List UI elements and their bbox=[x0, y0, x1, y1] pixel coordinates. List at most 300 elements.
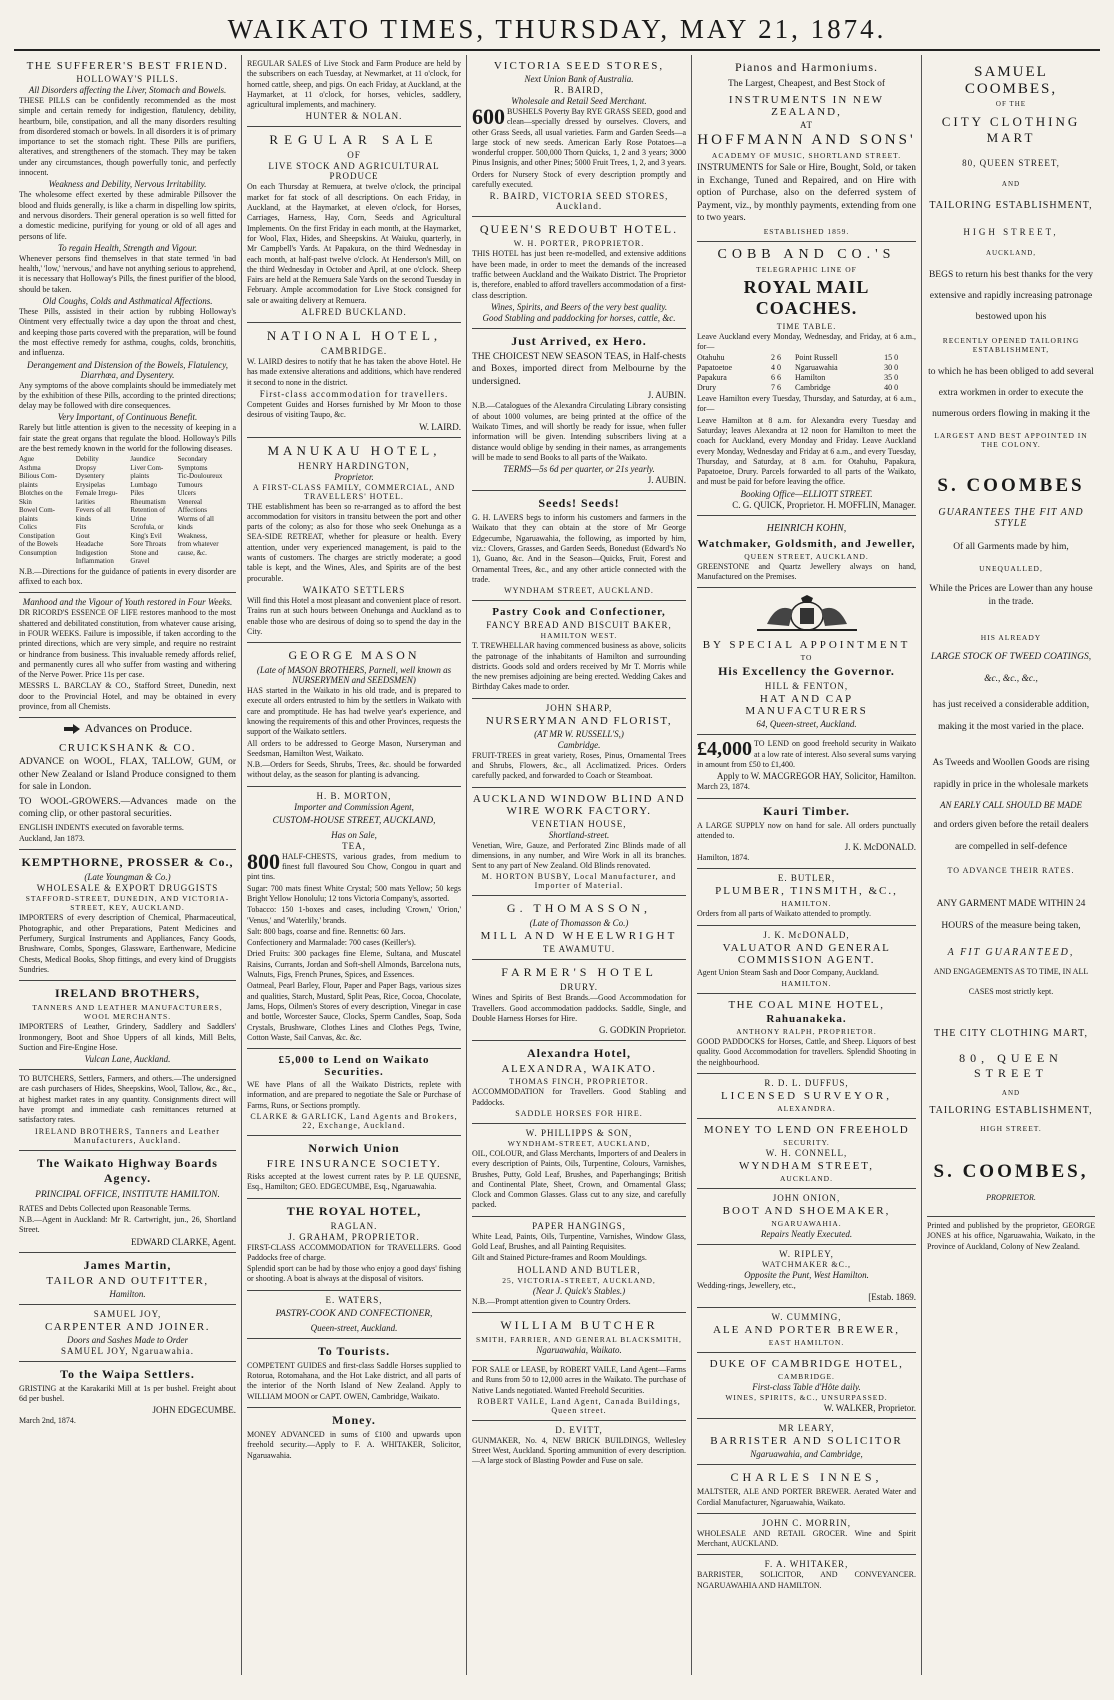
arrived-body: THE CHOICEST NEW SEASON TEAS, in Half-chests and Boxes, imported direct from Melbourne by the undersigned. bbox=[472, 351, 687, 387]
sharp-ad bbox=[472, 699, 686, 788]
column-2 bbox=[242, 55, 467, 1675]
money-lend-sub: SECURITY. bbox=[783, 1137, 830, 1147]
disease-row bbox=[19, 557, 236, 566]
kohn-body: GREENSTONE and Quartz Jewellery always on hand, Manufactured on the Premises. bbox=[697, 561, 916, 582]
royal-coat-of-arms-icon bbox=[747, 594, 867, 636]
disease-cell: Ague bbox=[19, 455, 35, 464]
pastry-ad bbox=[472, 601, 686, 698]
holloway-body-6: Rarely but little attention is given to the necessity of keeping in a fair state the great organs that regulate the blood. Holloway's Pills are the best remedy known in the world for the following diseases. bbox=[19, 423, 236, 454]
special-governor: His Excellency the Governor. bbox=[718, 664, 895, 679]
disease-cell: Headache bbox=[75, 540, 104, 549]
disease-cell: Asthma bbox=[19, 463, 41, 472]
morton-conf: Confectionery and Marmalade: 700 cases (Keiller's). bbox=[247, 938, 416, 948]
disease-cell: Dropsy bbox=[75, 463, 97, 472]
ripley-sub: WATCHMAKER &C., bbox=[761, 1259, 851, 1269]
disease-cell: Blotches on the bbox=[19, 489, 63, 498]
column-1 bbox=[14, 55, 242, 1675]
disease-cell: Symptoms bbox=[177, 463, 208, 472]
manukau-title: MANUKAU HOTEL, bbox=[267, 442, 441, 458]
waipa-body: GRISTING at the Karakariki Mill at 1s per bushel. Freight about 6d per bushel. bbox=[19, 1383, 236, 1403]
cobb-sign: C. G. QUICK, Proprietor. H. MOFFLIN, Manager. bbox=[732, 499, 916, 510]
holloway-body: THESE PILLS can be confidently recommended as the most simple and certain remedy for indigestion, flatulency, debility, heartburn, bile, constipation, and all the many disorders resulting from disordered stomach or bowels. In all disorders it is of primary importance to set the stomach right. These Pills are purifiers, alteratives, and strengtheners of the stomach. They may be taken under any circumstances, though powerfully tonic, and perfectly innocent. bbox=[19, 96, 236, 178]
holloway-nb: N.B.—Directions for the guidance of patients in every disorder are affixed to each box. bbox=[19, 566, 236, 587]
waters-ad bbox=[247, 1291, 461, 1339]
holland-addr: 25, VICTORIA-STREET, AUCKLAND, bbox=[502, 1275, 656, 1285]
disease-cell: Jaundice bbox=[130, 455, 155, 464]
farmers-body: Wines and Spirits of Best Brands.—Good Accommodation for Travellers. Good accommodation paddocks. Saddle, Single, and Double Harness Horses for Hire. bbox=[472, 993, 686, 1024]
settlers-title: WAIKATO SETTLERS bbox=[302, 584, 406, 595]
onion-ad bbox=[697, 1189, 916, 1245]
morton-salt: Salt: 800 bags, coarse and fine. Rennetts: 60 Jars. bbox=[247, 926, 406, 936]
joy-sub: CARPENTER AND JOINER. bbox=[44, 1320, 211, 1333]
national-sign: W. LAIRD. bbox=[419, 421, 461, 432]
paper-title: PAPER HANGINGS, bbox=[532, 1220, 626, 1231]
phillipps-ad bbox=[472, 1124, 686, 1217]
norwich-title: Norwich Union bbox=[308, 1141, 400, 1155]
duffus-sub: LICENSED SURVEYOR, bbox=[720, 1089, 893, 1102]
kohn-title: HEINRICH KOHN, bbox=[766, 522, 847, 534]
whitaker-ad bbox=[697, 1555, 916, 1596]
disease-cell: Lumbago bbox=[130, 480, 158, 489]
cruickshank-title: CRUICKSHANK & CO. bbox=[58, 742, 197, 755]
regular-body: REGULAR SALES of Live Stock and Farm Produce are held by the subscribers on each Tuesday, at Newmarket, at 11 o'clock, for horned cattle, sheep, and pigs. On each Friday, at Auckland, at the Haymarket, at 11 o'clock, for horses, vehicles, saddlery, agricultural implements, and machinery. bbox=[247, 59, 461, 110]
duke-place: CAMBRIDGE. bbox=[778, 1372, 835, 1382]
mcdonald-ad bbox=[697, 926, 916, 994]
coombes-and-2: AND bbox=[1001, 1089, 1021, 1097]
cobb-booking: Booking Office—ELLIOTT STREET. bbox=[740, 488, 873, 499]
column-3 bbox=[467, 55, 692, 1675]
fare-cell: Ngaruawahia bbox=[794, 363, 838, 373]
fare-cell: 40 0 bbox=[884, 383, 899, 393]
manhood-agents: MESSRS L. BARCLAY & CO., Stafford Street, Dunedin, next door to the Provincial Hotel, and may be obtained in every province, from all Chemists. bbox=[19, 681, 236, 712]
coombes-big-name-2: S. COOMBES, bbox=[933, 1161, 1089, 1182]
morton-has: Has on Sale, bbox=[331, 829, 377, 840]
hill-addr: 64, Queen-street, Auckland. bbox=[756, 719, 857, 730]
disease-cell: cause, &c. bbox=[177, 548, 207, 557]
joy-ad bbox=[19, 1305, 236, 1362]
duffus-title: R. D. L. DUFFUS, bbox=[764, 1077, 849, 1088]
coombes-high-2: HIGH STREET. bbox=[980, 1124, 1042, 1133]
disease-cell: kinds bbox=[177, 523, 193, 532]
column-5 bbox=[922, 55, 1100, 1675]
morton-tea: TEA, bbox=[342, 840, 366, 851]
royal-prop: J. GRAHAM, PROPRIETOR. bbox=[288, 1231, 420, 1242]
ripley-ad bbox=[697, 1245, 916, 1308]
disease-cell: Erysipelas bbox=[75, 480, 105, 489]
pastry-place: HAMILTON WEST. bbox=[540, 631, 618, 641]
coombes-auckland: AUCKLAND, bbox=[985, 249, 1037, 257]
coombes-street: 80, QUEEN STREET, bbox=[962, 158, 1060, 168]
cobb-sub: TELEGRAPHIC LINE OF bbox=[756, 264, 857, 274]
blind-venetian: VENETIAN HOUSE, bbox=[531, 818, 627, 829]
cumming-place: EAST HAMILTON. bbox=[768, 1338, 845, 1348]
coombes-advance: TO ADVANCE THEIR RATES. bbox=[947, 866, 1075, 875]
paper-hangings-ad bbox=[472, 1217, 686, 1313]
paper-body: White Lead, Paints, Oils, Turpentine, Varnishes, Window Glass, Gold Leaf, Brushes, and all Painting Requisites. bbox=[472, 1231, 686, 1252]
disease-row bbox=[19, 464, 236, 473]
martin-title: James Martin, bbox=[83, 1257, 172, 1272]
manukau-sub: A FIRST-CLASS FAMILY, COMMERCIAL, AND TRAVELLERS' HOTEL. bbox=[252, 482, 456, 501]
coombes-city-mart: THE CITY CLOTHING MART, bbox=[933, 1028, 1089, 1039]
blind-ad bbox=[472, 788, 686, 897]
disease-row bbox=[19, 489, 236, 498]
ireland-works: Vulcan Lane, Auckland. bbox=[84, 1054, 171, 1065]
fare-row bbox=[697, 353, 916, 363]
onion-repairs: Repairs Neatly Executed. bbox=[760, 1228, 853, 1239]
fares-table bbox=[697, 353, 916, 393]
farmers-place: DRURY. bbox=[559, 982, 599, 993]
money-title: Money. bbox=[332, 1412, 376, 1427]
fare-cell: 15 0 bbox=[884, 353, 899, 363]
disease-cell: Worms of all bbox=[177, 514, 214, 523]
thomasson-mill: MILL AND WHEELWRIGHT bbox=[480, 930, 678, 943]
coombes-proprietor: PROPRIETOR. bbox=[986, 1193, 1036, 1202]
cruickshank-date: Auckland, Jan 1873. bbox=[19, 834, 85, 844]
morton-dried: Dried Fruits: 300 packages fine Eleme, Sultana, and Muscatel Raisins, Currants, Jordan and Soft-shell Almonds, Barcelona nuts, Walnuts, Figs, French Prunes, Spices, and Essences. bbox=[247, 949, 461, 980]
disease-cell: Female Irregu- bbox=[75, 489, 118, 498]
victoria-sub: Next Union Bank of Australia. bbox=[524, 74, 634, 84]
evitt-body: GUNMAKER, No. 4, NEW BRICK BUILDINGS, Wellesley Street West, Auckland. Sporting ammunition of every description.—A large stock of Blasting Powder and Fuse on sale. bbox=[472, 1435, 686, 1466]
fare-cell: Otahuhu bbox=[697, 353, 725, 363]
cobb-leave: Leave Auckland every Monday, Wednesday, and Friday, at 6 a.m., for— bbox=[697, 331, 916, 351]
fare-cell: Drury bbox=[697, 383, 717, 393]
disease-cell: Ulcers bbox=[177, 489, 196, 498]
hunter-nolan-ad bbox=[247, 55, 461, 127]
coombes-any-garment: ANY GARMENT MADE WITHIN 24 HOURS of the measure being taken, bbox=[936, 899, 1086, 931]
kauri-body: A LARGE SUPPLY now on hand for sale. All orders punctually attended to. bbox=[697, 820, 916, 840]
disease-cell: Fits bbox=[75, 523, 87, 532]
disease-cell: Venereal bbox=[177, 497, 203, 506]
royal-body-2: Splendid sport can be had by those who enjoy a good days' fishing or shooting. A boat is always at the disposal of visitors. bbox=[247, 1264, 461, 1284]
ireland-title: IRELAND BROTHERS, bbox=[54, 986, 201, 1001]
morrin-body: WHOLESALE AND RETAIL GROCER. Wine and Spirit Merchant, AUCKLAND. bbox=[697, 1528, 916, 1549]
butler-title: E. BUTLER, bbox=[777, 873, 836, 884]
arrived-terms: TERMS—5s 6d per quarter, or 21s yearly. bbox=[503, 464, 655, 475]
coombes-and: AND bbox=[1001, 180, 1021, 188]
pianos-name: HOFFMANN AND SONS' bbox=[697, 132, 916, 148]
disease-cell: of the Bowels bbox=[19, 540, 58, 549]
alexandra-prop: THOMAS FINCH, PROPRIETOR. bbox=[509, 1077, 649, 1087]
coombes-mart: CITY CLOTHING MART bbox=[941, 114, 1081, 145]
victoria-seed-ad bbox=[472, 55, 686, 217]
cumming-ad bbox=[697, 1308, 916, 1353]
coombes-fit: A FIT GUARANTEED, bbox=[947, 947, 1075, 958]
blind-body: Venetian, Wire, Gauze, and Perforated Zinc Blinds made of all dimensions, in any number, and Wire Work in all its branches. Sent to any part of New Zealand. Old Blinds renovated. bbox=[472, 840, 686, 871]
disease-cell: Piles bbox=[130, 489, 145, 498]
coombes-body-3: has just received a considerable addition, making it the most varied in the place. bbox=[932, 700, 1090, 732]
phillipps-addr: WYNDHAM-STREET, AUCKLAND, bbox=[507, 1138, 651, 1148]
ireland-ad bbox=[19, 981, 236, 1070]
disease-cell: kinds bbox=[75, 514, 91, 523]
sharp-at: (AT MR W. RUSSELL'S,) bbox=[534, 728, 624, 739]
hill-sub: HAT AND CAP MANUFACTURERS bbox=[745, 693, 868, 718]
disease-cell: Rheumatism bbox=[130, 497, 166, 506]
ripley-addr: Opposite the Punt, West Hamilton. bbox=[744, 1269, 869, 1280]
columns bbox=[14, 55, 1100, 1675]
kohn-ad bbox=[697, 516, 916, 589]
victoria-line: Wholesale and Retail Seed Merchant. bbox=[511, 96, 647, 106]
holloway-regain: To regain Health, Strength and Vigour. bbox=[57, 242, 198, 253]
leary-ad bbox=[697, 1419, 916, 1465]
mason-body: HAS started in the Waikato in his old trade, and is prepared to execute all orders entrusted to him by the settlers in Waikato with care and promptitude. He has had twelve year's experience, and knowing the requirements of this and other Provinces, requests the support of the Waikato settlers. bbox=[247, 686, 461, 737]
butler-ad bbox=[697, 869, 916, 925]
fare-row bbox=[697, 373, 916, 383]
coombes-unequalled: UNEQUALLED, bbox=[979, 564, 1043, 573]
disease-row bbox=[19, 506, 236, 515]
disease-cell: Consumption bbox=[19, 548, 57, 557]
mason-sub: (Late of MASON BROTHERS, Parnell, well known as NURSERYMEN and SEEDSMEN) bbox=[256, 665, 452, 686]
fare-row bbox=[697, 363, 916, 373]
manukau-prop: HENRY HARDINGTON, bbox=[298, 460, 410, 471]
morton-oatmeal: Oatmeal, Pearl Barley, Flour, Paper and Paper Bags, various sizes and qualities, Starch, Mustard, Split Peas, Rice, Cocoa, Chocolate, Jams, Hops, Oilmen's Stores of every description, Vinegar in case and bottle, Worcester Sauce, Clocks, Sperm Candles, Soap, Soda Crystals, Brushware, Clothes Lines and Clothes Pegs, Twine, Cotton Waste, Sail Canvas, &c. &c. bbox=[247, 981, 461, 1042]
joy-title: SAMUEL JOY, bbox=[93, 1308, 162, 1319]
fare-cell: 35 0 bbox=[884, 373, 899, 383]
coombes-body-1: BEGS to return his best thanks for the very extensive and rapidly increasing patronage bestowed upon his bbox=[928, 270, 1094, 322]
tourists-ad bbox=[247, 1339, 461, 1408]
vaile-body: FOR SALE or LEASE, by ROBERT VAILE, Land Agent—Farms and Runs from 50 to 12,000 acres in the Waikato. The purchase of Native Lands negotiated. Wanted Freehold Securities. bbox=[472, 1364, 686, 1395]
morton-place: CUSTOM-HOUSE STREET, AUCKLAND, bbox=[272, 815, 436, 826]
martin-place: Hamilton. bbox=[109, 1288, 146, 1299]
cobb-ad bbox=[697, 242, 916, 516]
pianos-sub: The Largest, Cheapest, and Best Stock of bbox=[727, 79, 886, 89]
mason-ad bbox=[247, 643, 461, 787]
norwich-sub: FIRE INSURANCE SOCIETY. bbox=[266, 1158, 442, 1170]
cobb-main: ROYAL MAIL COACHES. bbox=[743, 276, 870, 318]
pianos-est: ESTABLISHED 1859. bbox=[763, 226, 850, 236]
holloway-body-4: These Pills, assisted in their action by rubbing Holloway's Ointment very effectually twice a day upon the throat and chest, and keeping those parts covered with the preparation, will be found the most effective remedy for asthma, coughs, colds, bronchitis, and influenza. bbox=[19, 307, 236, 358]
joy-sign: SAMUEL JOY, Ngaruawahia. bbox=[61, 1345, 194, 1356]
duke-body: First-class Table d'Hôte daily. bbox=[752, 1382, 861, 1393]
butchers-ad bbox=[19, 1070, 236, 1150]
regular-sign: HUNTER & NOLAN. bbox=[305, 111, 403, 122]
fare-cell: 4 0 bbox=[771, 363, 782, 373]
coombes-queen-st: 80, QUEEN STREET bbox=[959, 1051, 1063, 1080]
masthead: WAIKATO TIMES, THURSDAY, MAY 21, 1874. bbox=[14, 14, 1100, 51]
highway-ad bbox=[19, 1151, 236, 1253]
tourists-title: To Tourists. bbox=[317, 1343, 391, 1358]
seeds-addr: WYNDHAM STREET, AUCKLAND. bbox=[504, 586, 654, 596]
ireland-sub: TANNERS AND LEATHER MANUFACTURERS, WOOL MERCHANTS. bbox=[32, 1003, 223, 1022]
redoubt-prop: W. H. PORTER, PROPRIETOR. bbox=[513, 239, 645, 249]
manukau-hotel-ad bbox=[247, 438, 461, 644]
morton-sugar: Sugar: 700 mats finest White Crystal; 500 mats Yellow; 50 kegs Bright Yellow Honolulu; 12 tons Victoria Company's, assorted. bbox=[247, 883, 461, 903]
victoria-600: 600 bbox=[472, 104, 505, 129]
alexandra-title: Alexandra Hotel, bbox=[527, 1046, 631, 1061]
morton-sub: Importer and Commission Agent, bbox=[294, 801, 414, 812]
lend-ad bbox=[697, 735, 916, 798]
kempthorne-line: WHOLESALE & EXPORT DRUGGISTS bbox=[36, 883, 219, 894]
pianos-academy: ACADEMY OF MUSIC, SHORTLAND STREET. bbox=[711, 151, 902, 160]
victoria-baird: R. BAIRD, bbox=[554, 85, 604, 95]
leary-sub: BARRISTER AND SOLICITOR bbox=[710, 1435, 903, 1448]
regular-sale-sub: LIVE STOCK AND AGRICULTURAL PRODUCE bbox=[268, 161, 440, 182]
holloway-important: Very Important, of Continuous Benefit. bbox=[57, 412, 198, 423]
coombes-early-call: AN EARLY CALL SHOULD BE MADE bbox=[940, 800, 1082, 810]
holloway-body-3: Whenever persons find themselves in that state termed 'in bad health,' 'low,' 'nervous,' and have not anything serious to apprehend, it is necessary that Holloway's Pills, the finest purifier of the blood, should be taken. bbox=[19, 253, 236, 294]
disease-cell: Secondary bbox=[177, 455, 208, 464]
butcher-place: Ngaruawahia, Waikato. bbox=[536, 1344, 622, 1355]
norwich-ad bbox=[247, 1136, 461, 1199]
coombes-recently: RECENTLY OPENED TAILORING ESTABLISHMENT, bbox=[942, 336, 1080, 354]
mason-title: GEORGE MASON bbox=[288, 648, 420, 663]
disease-cell: Weakness, bbox=[177, 531, 208, 540]
pastry-body: T. TREWHELLAR having commenced business as above, solicits the patronage of the inhabitants of Hamilton and surrounding districts. Goods sold and orders received by Mr T. Morris while the new premises adjoining are being erected. Wedding Cakes and Birthday Cakes made to order. bbox=[472, 641, 686, 692]
money-ad bbox=[247, 1408, 461, 1466]
ripley-title: W. RIPLEY, bbox=[779, 1248, 834, 1259]
national-first: First-class accommodation for travellers. bbox=[259, 388, 449, 399]
victoria-orders: Orders for Nursery Stock of every description promptly and carefully executed. bbox=[472, 169, 686, 190]
coal-body: GOOD PADDOCKS for Horses, Cattle, and Sheep. Liquors of best quality. Good Accommodation for travellers. Splendid Shooting in the neighbourhood. bbox=[697, 1037, 916, 1067]
connell-addr: WYNDHAM STREET, bbox=[739, 1159, 874, 1172]
connell-place: AUCKLAND. bbox=[780, 1173, 833, 1183]
sharp-place: Cambridge. bbox=[557, 739, 601, 750]
disease-row bbox=[19, 498, 236, 507]
buckland-ad bbox=[247, 127, 461, 323]
coombes-large-stock: LARGE STOCK OF TWEED COATINGS, &c., &c., &c., bbox=[930, 652, 1092, 684]
disease-row bbox=[19, 523, 236, 532]
blind-title: AUCKLAND WINDOW BLIND AND WIRE WORK FACTORY. bbox=[472, 792, 686, 817]
morton-tobacco: Tobacco: 150 1-boxes and cases, including 'Crown,' 'Orion,' 'Venus,' and 'Waterlily,' brands. bbox=[247, 905, 461, 925]
disease-cell: plaints bbox=[19, 480, 38, 489]
money-body: MONEY ADVANCED in sums of £100 and upwards upon freehold security.—Apply to F. A. WHITAKER, Solicitor, Ngaruawahia. bbox=[247, 1429, 461, 1460]
morrin-ad bbox=[697, 1514, 916, 1556]
morton-800: 800 bbox=[247, 848, 280, 874]
sharp-title: JOHN SHARP, bbox=[545, 702, 613, 713]
manukau-proprietor: Proprietor. bbox=[334, 471, 374, 482]
farmers-title: FARMER'S HOTEL bbox=[501, 965, 657, 980]
butchers-body: TO BUTCHERS, Settlers, Farmers, and others.—The undersigned are cash purchasers of Hides, Sheepskins, Wool, Tallow, &c., &c., at highest market rates in any quantity. Consignments direct will have prompt and immediate cash remittances returned at satisfactory rates. bbox=[19, 1074, 236, 1125]
kempthorne-sub: (Late Youngman & Co.) bbox=[84, 872, 171, 883]
redoubt-stabling: Good Stabling and paddocking for horses, cattle, &c. bbox=[482, 312, 676, 323]
thomasson-title: G. THOMASSON, bbox=[506, 901, 652, 916]
fare-row bbox=[697, 383, 916, 393]
special-title: BY SPECIAL APPOINTMENT bbox=[702, 639, 911, 652]
duke-wines: WINES, SPIRITS, &C., UNSURPASSED. bbox=[725, 1393, 888, 1403]
coombes-while: While the Prices are Lower than any house in the trade. bbox=[929, 584, 1093, 607]
duffus-place: ALEXANDRA. bbox=[777, 1103, 836, 1113]
fare-cell: Papatoetoe bbox=[697, 363, 733, 373]
alexandra-sub: ALEXANDRA, WAIKATO. bbox=[501, 1063, 657, 1076]
disease-cell: Colics bbox=[19, 523, 37, 532]
cruickshank-indents: ENGLISH INDENTS executed on favorable terms. bbox=[19, 822, 184, 832]
disease-cell: Stone and bbox=[130, 548, 159, 557]
waipa-ad bbox=[19, 1362, 236, 1432]
disease-cell: Bowel Com- bbox=[19, 506, 55, 515]
special-appointment-ad bbox=[697, 588, 916, 735]
fare-cell: Hamilton bbox=[794, 373, 826, 383]
highway-body: RATES and Debts Collected upon Reasonable Terms. bbox=[19, 1203, 191, 1213]
pianos-title: Pianos and Harmoniums. bbox=[735, 60, 878, 74]
hand-pointer-icon bbox=[63, 723, 81, 735]
disease-cell: Liver Com- bbox=[130, 463, 164, 472]
mcdonald-body: Agent Union Steam Sash and Door Company, Auckland. bbox=[697, 967, 879, 977]
coombes-largest: LARGEST AND BEST APPOINTED IN THE COLONY. bbox=[934, 431, 1088, 449]
highway-title: The Waikato Highway Boards Agency. bbox=[37, 1155, 218, 1185]
pastry-sub: FANCY BREAD AND BISCUIT BAKER, bbox=[486, 620, 672, 631]
onion-title: JOHN ONION, bbox=[772, 1192, 841, 1203]
tourists-body: COMPETENT GUIDES and first-class Saddle Horses supplied to Rotorua, Rotomahana, and the Hot Lake district, and all parts of the interior of the North Island of New Zealand. Apply to WILLIAM MOON or CAPT. OWEN, Cambridge, Waikato. bbox=[247, 1360, 461, 1401]
sharp-sub: NURSERYMAN AND FLORIST, bbox=[485, 714, 673, 727]
lend-body: TO LEND on good freehold security in Waikato at a low rate of interest. Also several sums varying in amount from £50 to £1,400. bbox=[697, 739, 916, 769]
disease-cell: Debility bbox=[75, 455, 99, 464]
holloway-ad bbox=[19, 55, 236, 593]
duke-sign: W. WALKER, Proprietor. bbox=[823, 1403, 916, 1414]
fare-cell: Papakura bbox=[697, 373, 727, 383]
sharp-body: FRUIT-TREES in great variety, Roses, Pinus, Ornamental Trees and Shrubs, Flowers, &c., all Acclimatized. Prices. Orders carefully packed, and forwarded to Coach or Steamboat. bbox=[472, 750, 686, 781]
morton-ad bbox=[247, 787, 461, 1049]
holloway-title: HOLLOWAY'S PILLS. bbox=[76, 74, 179, 84]
disease-cell: Scrofula, or bbox=[130, 523, 164, 532]
produce-heading bbox=[19, 721, 236, 736]
waipa-date: March 2nd, 1874. bbox=[19, 1416, 76, 1426]
securities-sign: CLARKE & GARLICK, Land Agents and Brokers, 22, Exchange, Auckland. bbox=[250, 1112, 458, 1130]
paper-gilt: Gilt and Stained Picture-frames and Room Mouldings. bbox=[472, 1253, 647, 1263]
duke-ad bbox=[697, 1353, 916, 1419]
coombes-of-the: OF THE bbox=[995, 100, 1027, 108]
disease-row bbox=[19, 540, 236, 549]
vaile-ad bbox=[472, 1361, 686, 1421]
redoubt-ad bbox=[472, 217, 686, 328]
cumming-sub: ALE AND PORTER BREWER, bbox=[713, 1324, 900, 1337]
evitt-ad bbox=[472, 1421, 686, 1472]
disease-cell: Affections bbox=[177, 506, 207, 515]
coombes-of-all: Of all Garments made by him, bbox=[953, 542, 1069, 552]
connell-title: W. H. CONNELL, bbox=[765, 1147, 848, 1158]
holloway-weak: Weakness and Debility, Nervous Irritability. bbox=[48, 179, 207, 190]
morrin-title: JOHN C. MORRIN, bbox=[761, 1517, 851, 1528]
coombes-high: HIGH STREET, bbox=[963, 227, 1059, 237]
coombes-engagements: AND ENGAGEMENTS AS TO TIME, IN ALL CASES most strictly kept. bbox=[933, 967, 1089, 996]
disease-cell: Gravel bbox=[130, 557, 150, 566]
leary-place: Ngaruawahia, and Cambridge, bbox=[750, 1449, 863, 1460]
lend-sign: Apply to W. MACGREGOR HAY, Solicitor, Hamilton. bbox=[716, 771, 916, 782]
butcher-ad bbox=[472, 1313, 686, 1361]
kempthorne-body: IMPORTERS of every description of Chemical, Pharmaceutical, Photographic, and other Preparations, Patent Medicines and Perfumery, Surgical Instruments and Appliances, Fancy Goods, Brushware, Combs, Sponges, Glassware, Earthenware, Medicine Chests, Medical Books, Shop fittings, and every kind of Druggists Sundries. bbox=[19, 913, 236, 974]
disease-cell: from whatever bbox=[177, 540, 219, 549]
disease-row bbox=[19, 549, 236, 558]
holloway-body-5: Any symptoms of the above complaints should be immediately met by the exhibition of these Pills, according to the printed directions; delay may be followed with dire consequences. bbox=[19, 380, 236, 411]
pianos-body: INSTRUMENTS for Sale or Hire, Bought, Sold, or taken in Exchange, Tuned and Repaired, and on Hire with option of Purchase, also on the deferred system of Payment, viz., by monthly payments, extending from one to two years. bbox=[697, 163, 916, 223]
arrived-sign-2: J. AUBIN. bbox=[647, 475, 686, 486]
vaile-sign: ROBERT VAILE, Land Agent, Canada Buildings, Queen street. bbox=[477, 1396, 681, 1415]
disease-cell: plaints bbox=[19, 514, 38, 523]
disease-cell: Dysentery bbox=[75, 472, 105, 481]
kauri-sign: J. K. McDONALD. bbox=[844, 842, 916, 853]
coombes-tailoring: TAILORING ESTABLISHMENT, bbox=[929, 200, 1093, 211]
fare-cell: Point Russell bbox=[794, 353, 838, 363]
duke-title: DUKE OF CAMBRIDGE HOTEL, bbox=[709, 1358, 904, 1371]
kempthorne-address: STAFFORD-STREET, DUNEDIN, AND VICTORIA-STREET, KEY, AUCKLAND. bbox=[25, 894, 230, 913]
redoubt-body: THIS HOTEL has just been re-modelled, and extensive additions have been made, in order to meet the demands of the increased traffic between Auckland and the Waikato District. The Proprietor is, therefore, enabled to afford travellers accommodation of a first-class description. bbox=[472, 249, 686, 300]
pianos-line: INSTRUMENTS IN NEW ZEALAND, bbox=[728, 94, 885, 118]
highway-sub: PRINCIPAL OFFICE, INSTITUTE HAMILTON. bbox=[35, 1189, 220, 1200]
morton-800-text: HALF-CHESTS, various grades, from medium to finest full flavoured Sou Chow, Congou in quart and pint tins. bbox=[247, 851, 461, 882]
arrived-ad bbox=[472, 329, 686, 491]
holloway-subtitle: All Disorders affecting the Liver, Stomach and Bowels. bbox=[28, 85, 227, 95]
holland-title: HOLLAND AND BUTLER, bbox=[517, 1264, 641, 1275]
cobb-body: Leave Hamilton at 8 a.m. for Alexandra every Tuesday and Saturday; leaves Alexandra at 12 noon for Hamilton to meet the coach for Auckland, every Monday and Friday. Leave Auckland every Monday, Wednesday and Friday at 6 a.m., and every Tuesday, Thursday, and Saturday, at 8 a.m. for Otahuhu, Papakura, Papatoetoe, Drury. Parcels forwarded to all parts of the Waikato, and must be paid for before leaving the office. bbox=[697, 415, 916, 487]
mcdonald-place: HAMILTON. bbox=[781, 979, 832, 989]
mcdonald-title: J. K. McDONALD, bbox=[763, 929, 850, 940]
martin-sub: TAILOR AND OUTFITTER, bbox=[46, 1274, 209, 1287]
farmers-hotel-ad bbox=[472, 960, 686, 1041]
onion-sub: BOOT AND SHOEMAKER, bbox=[722, 1204, 891, 1217]
disease-cell: Inflammation bbox=[75, 557, 114, 566]
coombes-tweeds: As Tweeds and Woollen Goods are rising rapidly in price in the wholesale markets bbox=[932, 758, 1090, 790]
special-to: TO bbox=[800, 653, 813, 663]
holloway-coughs: Old Coughs, Colds and Asthmatical Affections. bbox=[42, 296, 213, 307]
seeds-ad bbox=[472, 491, 686, 601]
